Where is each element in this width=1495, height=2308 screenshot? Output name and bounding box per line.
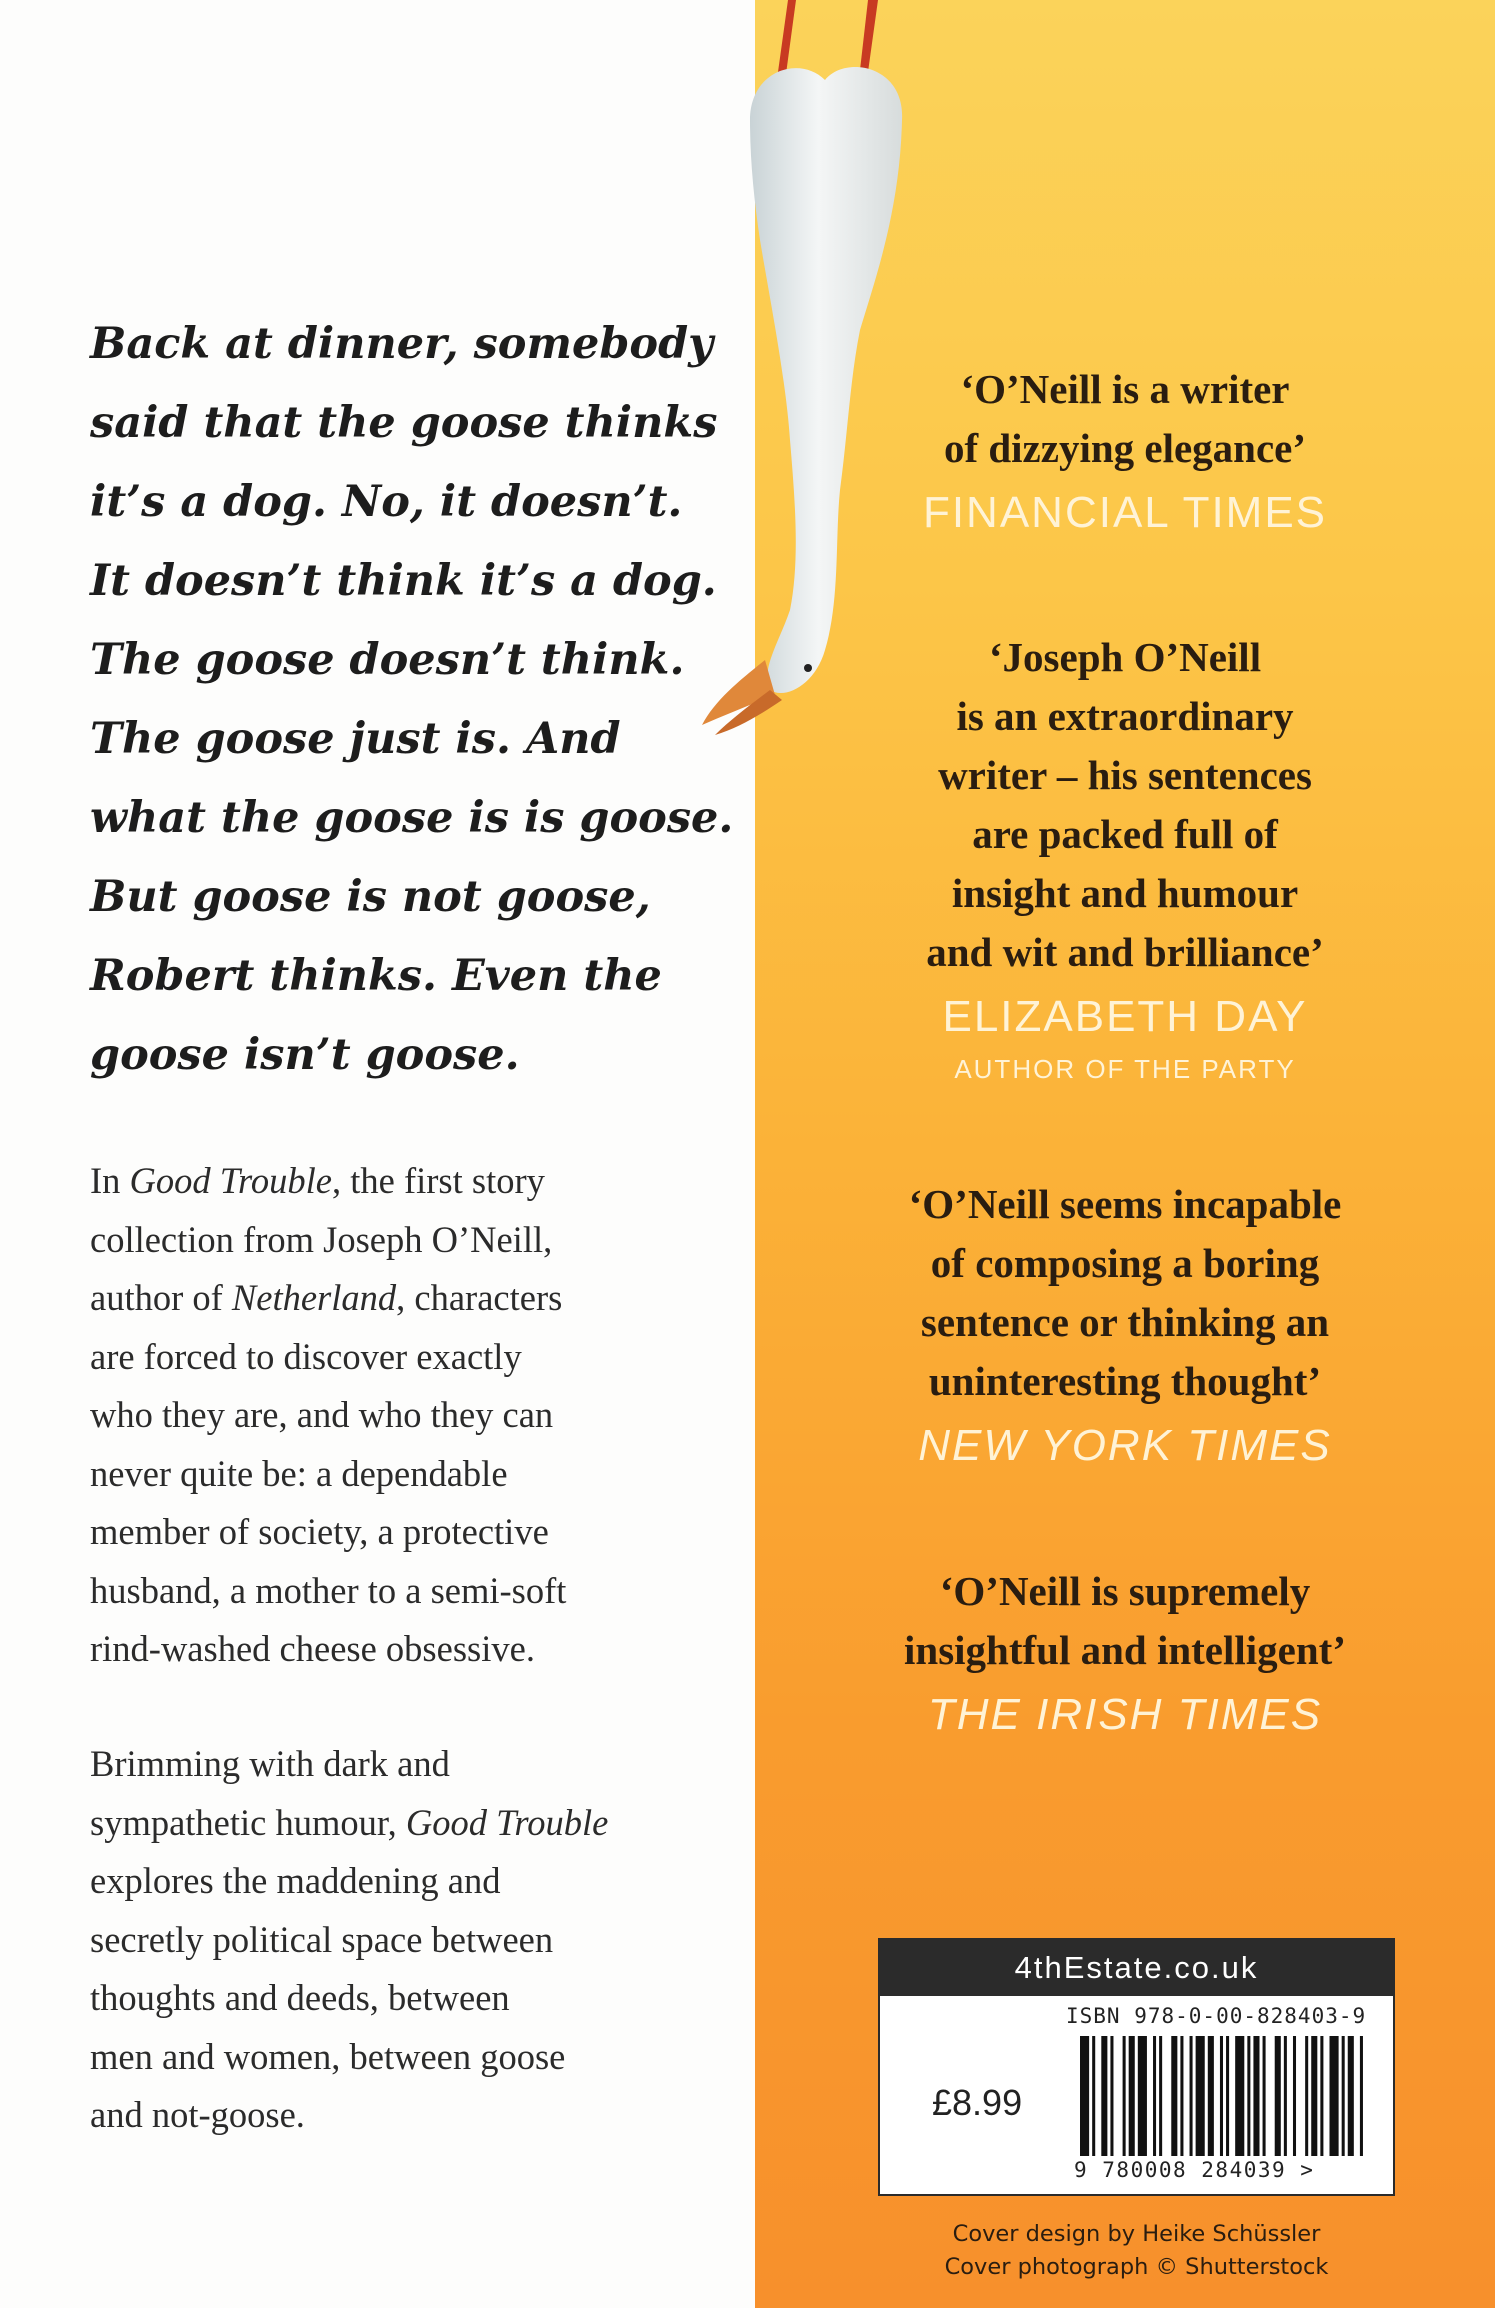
review-source: ELIZABETH DAY (942, 992, 1308, 1041)
blurb-line: secretly political space between (90, 1918, 554, 1960)
review-quote (755, 628, 1495, 982)
blurb-line: Brimming with dark and (90, 1743, 450, 1784)
blurb-line: rind-washed cheese obsessive. (90, 1628, 535, 1669)
review-irish-times (755, 1562, 1495, 1750)
barcode-bar (1190, 2036, 1193, 2156)
review-source: THE IRISH TIMES (927, 1690, 1323, 1739)
barcode-bar (1092, 2036, 1095, 2156)
blurb-line: husband, a mother to a semi-soft (90, 1569, 567, 1611)
excerpt-line: said that the goose thinks (90, 398, 718, 448)
story-excerpt (90, 305, 734, 1095)
excerpt-line: goose isn’t goose. (90, 1030, 520, 1080)
barcode-bar (1196, 2036, 1205, 2156)
review-source: FINANCIAL TIMES (922, 488, 1328, 537)
blurb-line: member of society, a protective (90, 1511, 549, 1552)
blurb-paragraph-1 (90, 1152, 730, 1679)
barcode-bar (1253, 2036, 1259, 2156)
quote-line: sentence or thinking an (920, 1299, 1330, 1345)
cover-design-credit: Cover design by Heike Schüssler (952, 2221, 1321, 2247)
review-quote (755, 1562, 1495, 1680)
blurb-text: sympathetic humour, (90, 1801, 406, 1843)
excerpt-line: The goose just is. And (90, 714, 621, 764)
blurb-line: explores the maddening and (90, 1860, 501, 1901)
review-subsource: AUTHOR OF THE PARTY (954, 1054, 1296, 1084)
barcode-bar (1208, 2036, 1214, 2156)
barcode (1080, 2036, 1366, 2156)
blurb-line (90, 1269, 730, 1328)
review-financial-times (755, 360, 1495, 548)
quote-line: uninteresting thought’ (928, 1358, 1322, 1404)
barcode-bar (1110, 2036, 1113, 2156)
price: £8.99 (932, 2082, 1023, 2123)
barcode-bar (1263, 2036, 1266, 2156)
barcode-digits: 9 780008 284039 > (1074, 2158, 1315, 2182)
cover-credits (878, 2218, 1395, 2284)
excerpt-line: It doesn’t think it’s a dog. (90, 556, 717, 606)
review-elizabeth-day (755, 628, 1495, 1086)
price-barcode-box (878, 1938, 1395, 2196)
review-new-york-times (755, 1175, 1495, 1481)
blurb-line (90, 1152, 730, 1211)
barcode-bar (1159, 2036, 1162, 2156)
blurb-line: men and women, between goose (90, 2035, 566, 2077)
excerpt-line: it’s a dog. No, it doesn’t. (90, 477, 683, 527)
blurb-line: thoughts and deeds, between (90, 1977, 510, 2018)
blurb-text: author of (90, 1277, 232, 1318)
barcode-bar (1226, 2036, 1229, 2156)
barcode-bar (1342, 2036, 1345, 2156)
quote-line: insightful and intelligent’ (904, 1627, 1346, 1673)
quote-line: ‘O’Neill is supremely (939, 1568, 1311, 1614)
quote-line: ‘Joseph O’Neill (988, 634, 1262, 680)
book-title: Good Trouble (405, 1801, 609, 1843)
barcode-bar (1320, 2036, 1323, 2156)
excerpt-line: what the goose is is goose. (90, 793, 734, 843)
blurb-line: collection from Joseph O’Neill, (90, 1218, 553, 1260)
blurb-text: , characters (396, 1277, 563, 1318)
barcode-bar (1360, 2036, 1363, 2156)
book-title: Good Trouble (129, 1160, 332, 1201)
review-quote (755, 1175, 1495, 1411)
barcode-bar (1284, 2036, 1287, 2156)
blurb-line (90, 1794, 730, 1853)
quote-line: are packed full of (972, 811, 1278, 857)
excerpt-line: Robert thinks. Even the (90, 951, 662, 1001)
blurb-line: never quite be: a dependable (90, 1452, 508, 1494)
barcode-bar (1311, 2036, 1317, 2156)
barcode-bar (1348, 2036, 1354, 2156)
blurb-text: In (90, 1160, 130, 1201)
barcode-bar (1220, 2036, 1223, 2156)
barcode-bar (1080, 2036, 1089, 2156)
barcode-bar (1247, 2036, 1250, 2156)
review-source: NEW YORK TIMES (918, 1421, 1332, 1470)
quote-line: is an extraordinary (956, 693, 1294, 739)
review-quote (755, 360, 1495, 478)
quote-line: insight and humour (951, 870, 1299, 916)
publisher-url[interactable]: 4thEstate.co.uk (880, 1940, 1393, 1996)
barcode-bar (1180, 2036, 1183, 2156)
quote-line: of dizzying elegance’ (943, 425, 1307, 471)
isbn-number: ISBN 978-0-00-828403-9 (1066, 2004, 1367, 2028)
blurb-line: are forced to discover exactly (90, 1335, 522, 1377)
barcode-bar (1138, 2036, 1147, 2156)
barcode-bar (1101, 2036, 1107, 2156)
excerpt-line: Back at dinner, somebody (90, 319, 714, 369)
quote-line: ‘O’Neill is a writer (960, 366, 1290, 412)
barcode-bar (1153, 2036, 1156, 2156)
blurb-text: , the first story (332, 1160, 545, 1201)
barcode-bar (1329, 2036, 1338, 2156)
quote-line: ‘O’Neill seems incapable (908, 1181, 1342, 1227)
quote-line: of composing a boring (930, 1240, 1320, 1286)
blurb-line: and not-goose. (90, 2094, 305, 2135)
excerpt-line: But goose is not goose, (90, 872, 651, 922)
barcode-bar (1305, 2036, 1308, 2156)
barcode-bar (1129, 2036, 1135, 2156)
quote-line: writer – his sentences (938, 752, 1312, 798)
blurb-paragraph-2 (90, 1735, 730, 2145)
barcode-bar (1171, 2036, 1177, 2156)
quote-line: and wit and brilliance’ (926, 929, 1324, 975)
book-title: Netherland (231, 1277, 397, 1318)
barcode-bar (1235, 2036, 1244, 2156)
barcode-bar (1123, 2036, 1126, 2156)
barcode-bar (1293, 2036, 1296, 2156)
cover-photo-credit: Cover photograph © Shutterstock (944, 2254, 1329, 2280)
excerpt-line: The goose doesn’t think. (90, 635, 685, 685)
barcode-bar (1275, 2036, 1281, 2156)
blurb-line: who they are, and who they can (90, 1394, 554, 1435)
